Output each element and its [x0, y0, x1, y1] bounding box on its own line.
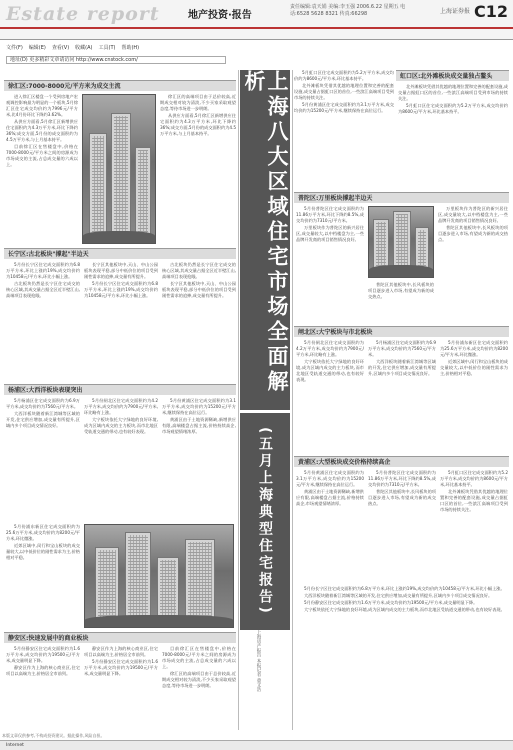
main-headline: 上海八大区域住宅市场全面解析	[240, 70, 290, 410]
section-body-huangpu-1: 5月份浦东新区住宅成交面积约为25.6万平方米,成交均价约为8200元/平方米,环比微涨。 近郊区域中,闵行和宝山板块的成交量较大,以中低价位的刚性需求为主,价格相对平稳。	[6, 524, 80, 560]
section-body-putuo-2: 普陀区其他板块中,长风板块的项目逐步进入市场,有望成为新的成交热点。	[368, 282, 434, 299]
menu-edit[interactable]: 编辑(E)	[28, 45, 46, 51]
photo-building-xuhui	[82, 94, 156, 244]
masthead-meta: 责任编辑:袁天娟 美编:李玉强 2006.6.22 星期五 电话:6528 5628 8321 传真:66298	[290, 4, 406, 17]
section-body-pudong-2: 5月份普陀区住宅成交面积约为11.86万平方米,环比下降约8.5%,成交均价约为7310元/平方米。 普陀区其他板块中,长风板块的项目逐步进入市场,有望成为新的成交热点。	[368, 470, 436, 506]
section-body-yangpu-2: 5月份闸北区住宅成交面积约为4.2万平方米,成交均价约为7900元/平方米,环比略有上涨。 大宁板块依托大宁绿地的良好环境,成为区域内成交的主力板块,而市北地区受轨道交通的带动,也有较好表现。	[84, 398, 158, 434]
section-body-xuhui-2: 徐汇区的高端项目由于总价较高,近期成交相对较为清淡,不少买家采取观望态度,等待市场进一步明朗。 从供应方面看,5月徐汇区新增供应住宅面积约为4.3万平方米,环比下降约36%;成交方面,5月份的成交面积约为4.5万平方米,与上月基本持平。	[160, 94, 236, 136]
section-body-right-bottom: 5月份长宁区住宅成交面积约为6.8万平方米,环比上涨约19%,成交均价约为10458元/平方米,环比小幅上涨。 大西洋板块随着新江湾城等区域的开发,住宅供应增加,成交量有所提升,区域内多个项目成交情况良好。 5月份静安区住宅成交面积约为1.6万平方米,成交均价约为19500元/平方米,成交量明显下降。 大宁板块依托大宁绿地的良好环境,成为区域内成交的主力板块,而市北地区受轨道交通的带动,也有较好表现。	[304, 586, 505, 612]
section-header-changning: 长宁区:古北板块"撑起"半边天	[4, 248, 236, 259]
section-body-zhabei-3: 5月份浦东新区住宅成交面积约为25.6万平方米,成交均价约为8200元/平方米,环比微涨。 近郊区域中,闵行和宝山板块的成交量较大,以中低价位的刚性需求为主,价格相对平稳。	[440, 340, 508, 376]
masthead	[0, 0, 513, 40]
section-header-zhabei: 闸北区:大宁板块与市北板块	[294, 326, 509, 337]
section-header-xuhui: 徐汇区:7000-8000元/平方米为成交主流	[4, 80, 236, 91]
browser-statusbar	[0, 740, 513, 750]
section-header-yangpu: 杨浦区:大西洋板块表现突出	[4, 384, 236, 395]
sub-headline: (五月上海典型住宅报告)	[240, 410, 290, 630]
section-header-jingan: 静安区:快速发展中的商业板块	[4, 632, 236, 643]
masthead-rule	[0, 27, 513, 29]
section-body-yangpu-3: 5月份黄浦区住宅成交面积约为3.1万平方米,成交均价约为15200元/平方米,继续保持在高位运行。 黄浦区由于土地资源稀缺,新增供应有限,高端楼盘占据主流,价格持续高企,市场观望情绪浓厚。	[162, 398, 236, 434]
footer-disclaimer: 本版文章仅供参考,不构成投资建议。据此操作,风险自担。	[2, 733, 105, 738]
masthead-section-title: 地产投资·报告	[188, 10, 252, 21]
section-body-putuo-3: 万里板块作为普陀区的新兴居住区,成交量较大,以中档楼盘为主,一些品牌开发商的项目销售情况良好。 普陀区其他板块中,长风板块的项目逐步进入市场,有望成为新的成交热点。	[438, 206, 508, 242]
section-body-putuo-1: 5月份普陀区住宅成交面积约为11.86万平方米,环比下降约8.5%,成交均价约为7310元/平方米。 万里板块作为普陀区的新兴居住区,成交量较大,以中档楼盘为主,一些品牌开发商的项目销售情况良好。	[296, 206, 364, 242]
masthead-page-number: C12	[474, 2, 509, 21]
photo-building-putuo	[368, 206, 434, 278]
photo-building-bottom	[84, 524, 234, 628]
section-body-yangpu-1: 5月杨浦区住宅成交面积约为6.9万平方米,成交均价约为7560元/平方米。 大西洋板块随着新江湾城等区域的开发,住宅供应增加,成交量有所提升,区域内多个项目成交情况良好。	[6, 398, 80, 428]
section-body-pudong-3: 5月虹口区住宅成交面积约为5.2万平方米,成交均价约为8600元/平方米,环比基本持平。 北外滩板块凭借其优越的地理位置和完善的配套设施,成交量占据虹口区的首位,一些滨江高端项目受到市场的持续关注。	[440, 470, 508, 512]
byline: 上海房产报告 本报记者 童文浩	[256, 630, 261, 692]
status-zone-label: Internet	[6, 743, 24, 748]
column-divider-left	[238, 70, 239, 730]
section-body-zhabei-2: 5月杨浦区住宅成交面积约为6.9万平方米,成交均价约为7560元/平方米。 大西洋板块随着新江湾城等区域的开发,住宅供应增加,成交量有所提升,区域内多个项目成交情况良好。	[368, 340, 436, 376]
column-divider-right	[292, 70, 293, 730]
section-body-xuhui: 进入徐汇区楼盘一个受到房地产宏观调控影响最为明显的一个板块,5月徐汇区住宅成交均价约为7996元/平方米,比4月份环比下降约3.62%。 从供应方面看,5月徐汇区新增供应住宅面积约为4.3万平方米,环比下降约36%;成交方面,5月份的成交面积约为4.5万平方米,与上月基本持平。 目前徐汇区在售楼盘中,价格在7000-8000元/平方米之间的房源成为市场成交的主流,占总成交量的六成以上。	[6, 94, 78, 167]
menu-view[interactable]: 查看(V)	[51, 45, 70, 51]
section-body-changning-3: 古北板块仍然是长宁区住宅成交的核心区域,其成交量占据全区近半壁江山,高端项目表现抢眼。 长宁区其他板块中,天山、中山公园板块表现平稳,部分中低价位的项目受到刚性需求的追捧,成交量有所提升。	[162, 262, 236, 298]
browser-menubar	[0, 42, 513, 54]
section-header-putuo: 普陀区:万里板块撑起半边天	[294, 192, 509, 203]
section-header-hongkou: 虹口区:北外滩板块成交量独占鳌头	[396, 70, 509, 81]
section-body-hongkou-1: 5月虹口区住宅成交面积约为5.2万平方米,成交均价约为8600元/平方米,环比基本持平。 北外滩板块凭借其优越的地理位置和完善的配套设施,成交量占据虹口区的首位,一些滨江高端项目受到市场的持续关注。 5月份黄浦区住宅成交面积约为3.1万平方米,成交均价约为15200元/平方米,继续保持在高位运行。	[294, 70, 394, 113]
section-body-zhabei-1: 5月份闸北区住宅成交面积约为4.2万平方米,成交均价约为7900元/平方米,环比略有上涨。 大宁板块依托大宁绿地的良好环境,成为区域内成交的主力板块,而市北地区受轨道交通的带动,也有较好表现。	[296, 340, 364, 382]
address-bar[interactable]: 地址(D) 更多精彩文章请访问 http://www.cnstock.com/	[6, 56, 226, 64]
section-body-jingan-2: 静安区作为上海的核心商业区,住宅项目以高端为主,价格居全市前列。 5月份静安区住宅成交面积约为1.6万平方米,成交均价约为19500元/平方米,成交量明显下降。	[84, 646, 158, 676]
masthead-logo: Estate report	[6, 3, 160, 25]
section-body-hongkou-2: 北外滩板块凭借其优越的地理位置和完善的配套设施,成交量占据虹口区的首位,一些滨江高端项目受到市场的持续关注。 5月虹口区住宅成交面积约为5.2万平方米,成交均价约为8600元/平方米,环比基本持平。	[398, 84, 508, 114]
section-body-changning-1: 5月份长宁区住宅成交面积约为6.8万平方米,环比上涨约19%,成交均价约为10458元/平方米,环比小幅上涨。 古北板块仍然是长宁区住宅成交的核心区域,其成交量占据全区近半壁江山,高端项目表现抢眼。	[6, 262, 80, 298]
menu-tools[interactable]: 工具(T)	[98, 45, 116, 51]
menu-file[interactable]: 文件(F)	[6, 45, 23, 51]
section-body-changning-2: 长宁区其他板块中,天山、中山公园板块表现平稳,部分中低价位的项目受到刚性需求的追捧,成交量有所提升。 5月份长宁区住宅成交面积约为6.8万平方米,环比上涨约19%,成交均价约为10458元/平方米,环比小幅上涨。	[84, 262, 158, 298]
menu-favorites[interactable]: 收藏(A)	[75, 45, 93, 51]
section-body-jingan-3: 目前徐汇区在售楼盘中,价格在7000-8000元/平方米之间的房源成为市场成交的主流,占总成交量的六成以上。 徐汇区的高端项目由于总价较高,近期成交相对较为清淡,不少买家采取观望态度,等待市场进一步明朗。	[162, 646, 236, 688]
section-header-pudong: 黄浦区:大型板块成交价格持续高企	[294, 456, 509, 467]
section-body-jingan-1: 5月份静安区住宅成交面积约为1.6万平方米,成交均价约为19500元/平方米,成交量明显下降。 静安区作为上海的核心商业区,住宅项目以高端为主,价格居全市前列。	[6, 646, 80, 676]
menu-help[interactable]: 帮助(H)	[121, 45, 140, 51]
masthead-paper-name: 上海证券报	[440, 8, 471, 15]
section-body-pudong-1: 5月份黄浦区住宅成交面积约为3.1万平方米,成交均价约为15200元/平方米,继续保持在高位运行。 黄浦区由于土地资源稀缺,新增供应有限,高端楼盘占据主流,价格持续高企,市场观望情绪浓厚。	[296, 470, 364, 506]
